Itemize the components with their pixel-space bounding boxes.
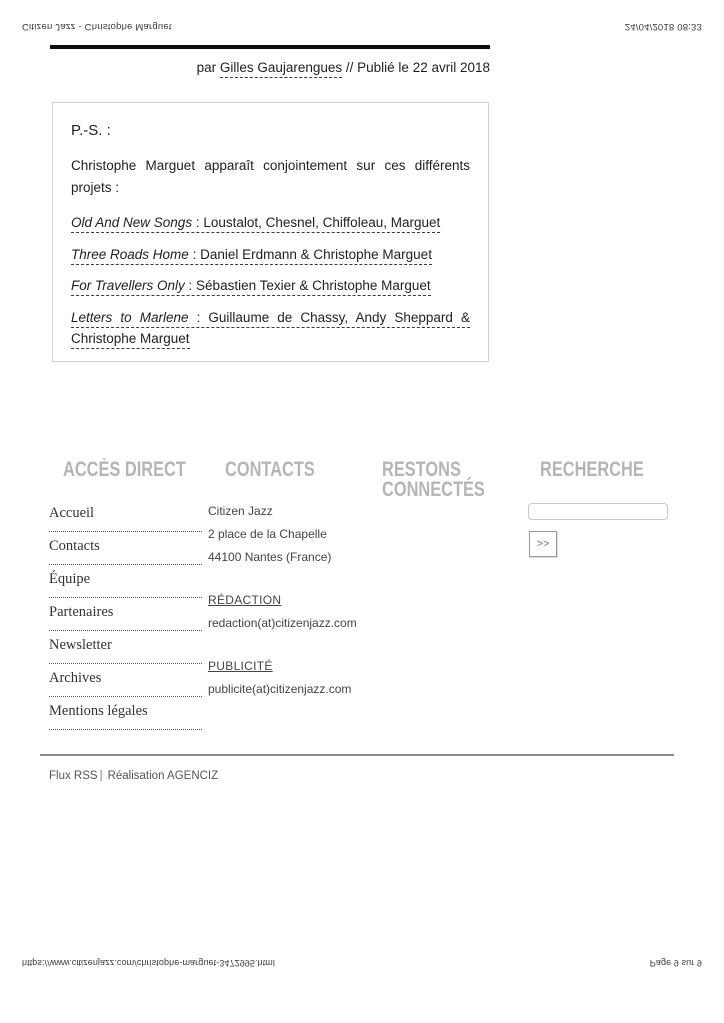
project-title: Three Roads Home: [71, 246, 189, 262]
project-title: Old And New Songs: [71, 215, 193, 230]
footer-heading-restons-connectes: RESTONS CONNECTÉS: [382, 458, 485, 501]
ps-title: P.-S. :: [71, 122, 111, 139]
print-footer-url: https://www.citizenjazz.com/christophe-marguet-3472995.html: [22, 958, 276, 968]
search-input[interactable]: [528, 503, 668, 520]
print-footer: [22, 958, 702, 968]
nav-link-mentions-legales[interactable]: Mentions légales: [49, 703, 202, 730]
footer-nav: [49, 505, 202, 736]
project-names: Loustalot, Chesnel, Chiffoleau, Marguet: [203, 215, 441, 230]
publicite-link[interactable]: PUBLICITÉ: [208, 659, 273, 673]
header-divider: [50, 45, 490, 49]
contact-city: 44100 Nantes (France): [208, 550, 332, 564]
project-line: [71, 244, 470, 266]
search-submit-button[interactable]: >>: [529, 531, 557, 557]
footer-heading-recherche: RECHERCHE: [540, 458, 644, 481]
realisation-link[interactable]: Réalisation AGENCIZ: [107, 770, 219, 782]
footer-divider: [40, 754, 674, 756]
redaction-email: redaction(at)citizenjazz.com: [208, 616, 357, 630]
redaction-link[interactable]: RÉDACTION: [208, 593, 282, 607]
project-separator: :: [188, 246, 201, 262]
print-footer-page-number: Page 9 sur 9: [649, 958, 702, 968]
project-line: [71, 212, 470, 234]
publicite-email: publicite(at)citizenjazz.com: [208, 682, 352, 696]
subfooter: [49, 770, 218, 782]
nav-link-archives[interactable]: Archives: [49, 670, 202, 697]
nav-link-equipe[interactable]: Équipe: [49, 571, 202, 598]
footer-contacts: [208, 505, 378, 706]
nav-link-accueil[interactable]: Accueil: [49, 505, 202, 532]
project-separator: :: [192, 215, 204, 230]
project-link-for-travellers-only[interactable]: [71, 278, 431, 296]
contact-name: Citizen Jazz: [208, 504, 273, 518]
byline-prefix: par: [196, 60, 220, 75]
print-header-datetime: 24/04/2018 08:33: [624, 21, 702, 32]
nav-link-newsletter[interactable]: Newsletter: [49, 637, 202, 664]
byline: [50, 60, 490, 75]
subfooter-separator: |: [99, 770, 103, 782]
contact-section-publicite: [208, 660, 378, 696]
project-names: Sébastien Texier & Christophe Marguet: [196, 278, 431, 293]
contact-street: 2 place de la Chapelle: [208, 527, 327, 541]
print-header-title: Citizen Jazz - Christophe Marguet: [22, 21, 172, 32]
footer-heading-contacts: CONTACTS: [225, 458, 315, 481]
project-link-three-roads-home[interactable]: [71, 247, 432, 265]
project-names: Guillaume de Chassy, Andy Sheppard & Christophe Marguet: [71, 309, 470, 346]
print-header: [22, 21, 702, 32]
project-title: For Travellers Only: [71, 278, 185, 293]
project-title: Letters to Marlene: [71, 309, 189, 325]
nav-link-partenaires[interactable]: Partenaires: [49, 604, 202, 631]
ps-intro: Christophe Marguet apparaît conjointement sur ces différents projets :: [71, 158, 470, 195]
project-separator: :: [188, 309, 209, 325]
rss-link[interactable]: Flux RSS: [49, 770, 98, 782]
contact-section-redaction: [208, 594, 378, 630]
nav-link-contacts[interactable]: Contacts: [49, 538, 202, 565]
byline-author-link[interactable]: Gilles Gaujarengues: [220, 60, 342, 78]
ps-box: [52, 102, 489, 362]
project-line: [71, 275, 470, 297]
project-separator: :: [184, 278, 197, 293]
project-link-old-and-new-songs[interactable]: [71, 215, 440, 233]
footer-heading-acces-direct: ACCÈS DIRECT: [63, 458, 186, 481]
byline-suffix: // Publié le 22 avril 2018: [342, 60, 490, 75]
project-names: Daniel Erdmann & Christophe Marguet: [200, 246, 432, 262]
footer-nav-list: [49, 505, 202, 730]
project-line: [71, 307, 470, 350]
project-link-letters-to-marlene[interactable]: [71, 310, 470, 350]
